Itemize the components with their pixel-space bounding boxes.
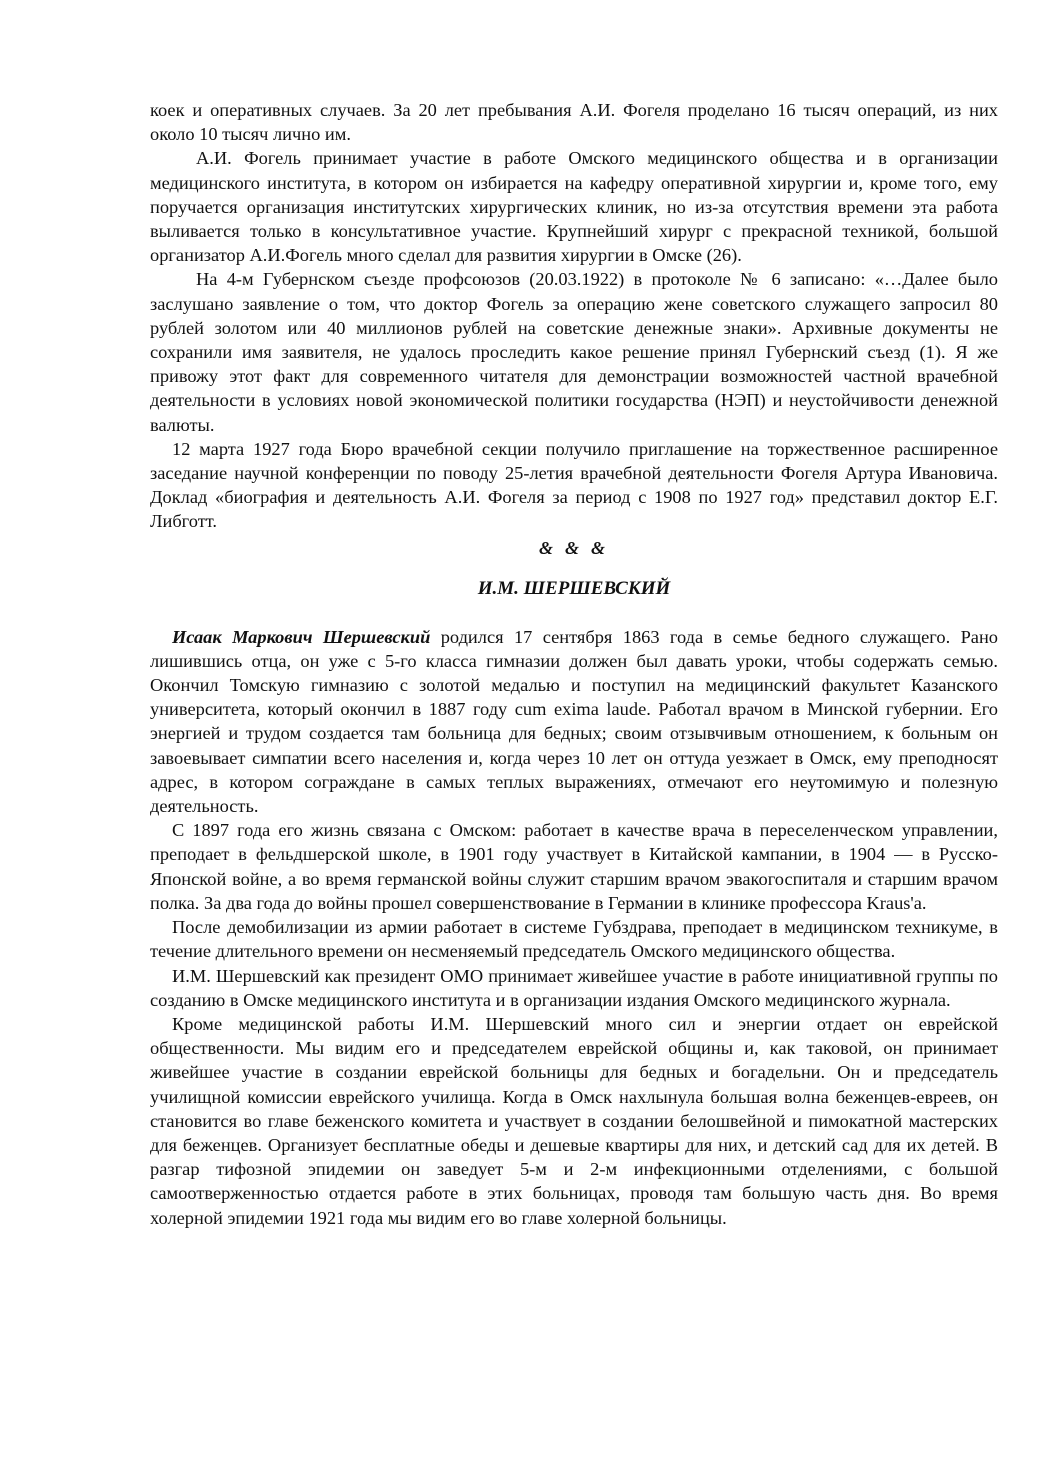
paragraph: А.И. Фогель принимает участие в работе Омского медицинского общества и в организации медицинского института, в котором он избирается на кафедру оперативной хирургии и, кроме того, ему поручается организация институтских хирургических клиник, но из-за отсутствия времени эта работа выливается только в консультативное участие. Крупнейший хирург с прекрасной техникой, большой организатор А.И.Фогель много сделал для развития хирургии в Омске (26). xyxy=(150,148,998,266)
ornament-glyph: & xyxy=(591,537,610,558)
person-name: Исаак Маркович Шершевский xyxy=(172,626,431,647)
paragraph: И.М. Шершевский как президент ОМО принимает живейшее участие в работе инициативной группы по созданию в Омске медицинского института и в организации издания Омского медицинского журнала. xyxy=(150,965,998,1010)
paragraph: коек и оперативных случаев. За 20 лет пребывания А.И. Фогеля проделано 16 тысяч операций, из них около 10 тысяч лично им. xyxy=(150,100,998,145)
ornament-glyph: & xyxy=(538,537,557,558)
section-divider xyxy=(150,536,998,560)
paragraph xyxy=(150,625,998,819)
paragraph: На 4-м Губернском съезде профсоюзов (20.03.1922) в протоколе № 6 записано: «…Далее было заслушано заявление о том, что доктор Фогель за операцию жене советского служащего запросил 80 рублей золотом или 40 миллионов рублей на советские денежные знаки». Архивные документы не сохранили имя заявителя, не удалось проследить какое решение принял Губернский съезд (1). Я же привожу этот факт для современного читателя для демонстрации возможностей частной врачебной деятельности в условиях новой экономической политики государства (НЭП) и неустойчивости денежной валюты. xyxy=(150,269,998,435)
document-page xyxy=(150,98,998,1230)
paragraph-text: родился 17 сентября 1863 года в семье бедного служащего. Рано лишившись отца, он уже с 5-го класса гимназии должен был давать уроки, чтобы содержать семью. Окончил Томскую гимназию с золотой медалью и поступил на медицинский факультет Казанского университета, который окончил в 1887 году cum exima laude. Работал врачом в Минской губернии. Его энергией и трудом создается там больница для бедных; своим отзывчивым отношением, к больным он завоевывает симпатии всего населения и, когда через 10 лет он оттуда уезжает в Омск, ему преподносят адрес, в котором сограждане в самых теплых выражениях, отмечают его неутомимую и полезную деятельность. xyxy=(150,626,998,817)
paragraph: 12 марта 1927 года Бюро врачебной секции получило приглашение на торжественное расширенное заседание научной конференции по поводу 25-летия врачебной деятельности Фогеля Артура Ивановича. Доклад «биография и деятельность А.И. Фогеля за период с 1908 по 1927 год» представил доктор Е.Г. Либготт. xyxy=(150,438,998,532)
paragraph: Кроме медицинской работы И.М. Шершевский много сил и энергии отдает он еврейской общественности. Мы видим его и председателем еврейской общины и, как таковой, он принимает живейшее участие в создании еврейской больницы для бедных и богадельни. Он и председатель училищной комиссии еврейского училища. Когда в Омск нахлынула большая волна беженцев-евреев, он становится во главе беженского комитета и участвует в создании белошвейной и пимокатной мастерских для беженцев. Организует бесплатные обеды и дешевые квартиры для них, и детский сад для их детей. В разгар тифозной эпидемии он заведует 5-м и 2-м инфекционными отделениями, с большой самоотверженностью отдается работе в этих больницах, проводя там большую часть дня. Во время холерной эпидемии 1921 года мы видим его во главе холерной больницы. xyxy=(150,1013,998,1228)
paragraph: После демобилизации из армии работает в системе Губздрава, преподает в медицинском техникуме, в течение длительного времени он несменяемый председатель Омского медицинского общества. xyxy=(150,917,998,962)
ornament-glyph: & xyxy=(564,537,583,558)
section-title: И.М. ШЕРШЕВСКИЙ xyxy=(477,577,671,599)
paragraph: С 1897 года его жизнь связана с Омском: работает в качестве врача в переселенческом управлении, преподает в фельдшерской школе, в 1901 году участвует в Китайской кампании, в 1904 — в Русско-Японской войне, а во время германской войны служит старшим врачом эвакогоспиталя и старшим врачом полка. За два года до войны прошел совершенствование в Германии в клинике профессора Kraus'a. xyxy=(150,820,998,913)
